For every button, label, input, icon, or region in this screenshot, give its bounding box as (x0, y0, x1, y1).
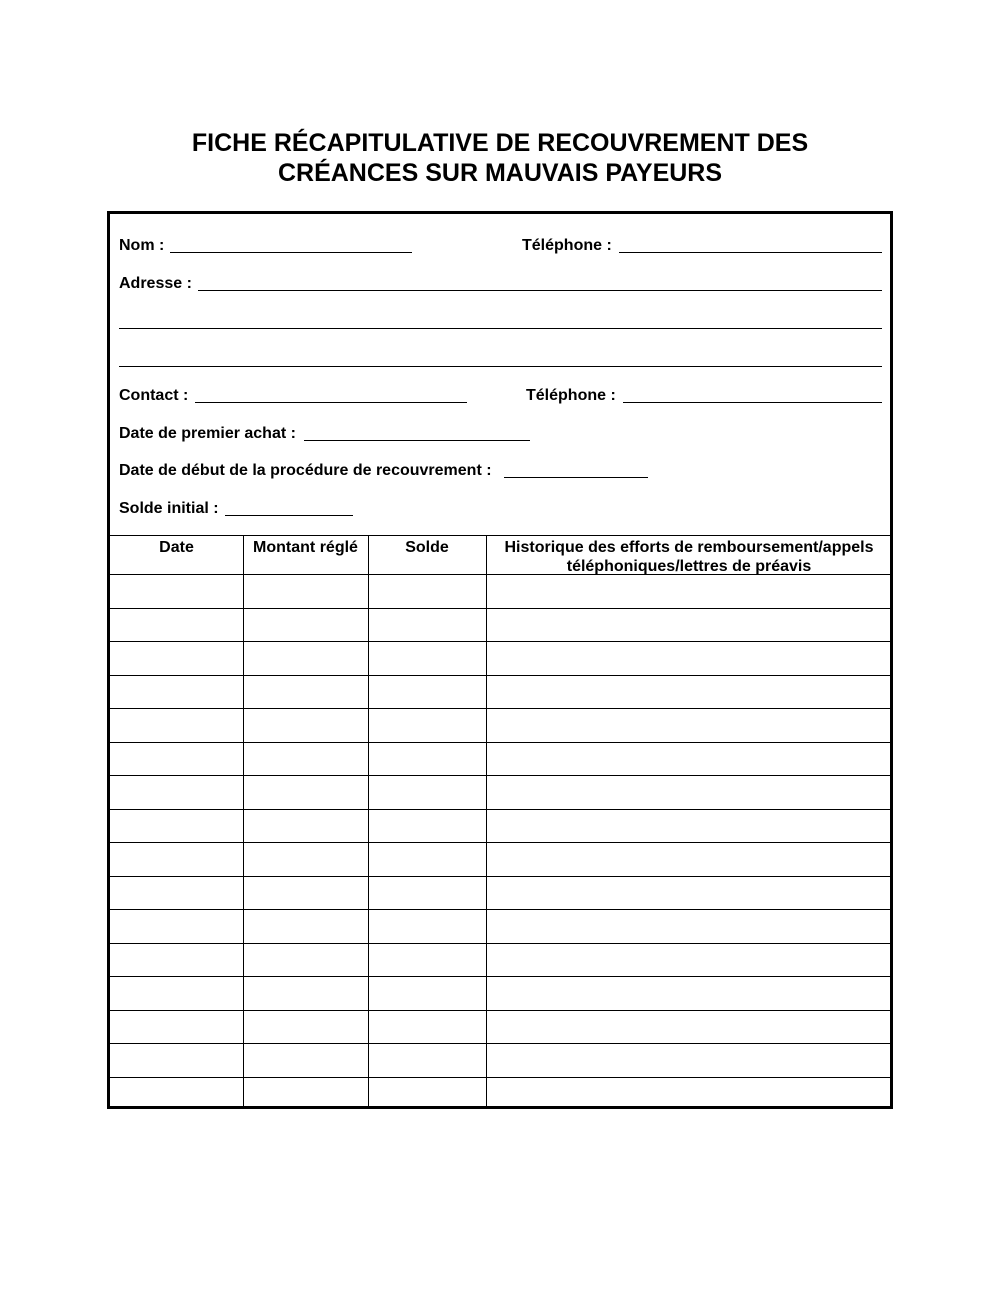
nom-field[interactable] (170, 252, 412, 253)
nom-label: Nom : (119, 237, 165, 254)
header-historique: Historique des efforts de remboursement/appels téléphoniques/lettres de préavis (504, 539, 874, 575)
title-line-1: FICHE RÉCAPITULATIVE DE RECOUVREMENT DES (191, 129, 809, 157)
table-row[interactable] (110, 976, 890, 1010)
adresse-field-line-3[interactable] (119, 366, 882, 367)
solde-initial-label: Solde initial : (119, 500, 219, 517)
table-row[interactable] (110, 775, 890, 809)
premier-achat-label: Date de premier achat : (119, 425, 296, 442)
header-date: Date (159, 539, 194, 556)
header-solde: Solde (405, 539, 449, 556)
table-row[interactable] (110, 675, 890, 709)
header-montant-regle: Montant réglé (253, 539, 358, 556)
table-row[interactable] (110, 1077, 890, 1111)
table-row[interactable] (110, 1010, 890, 1044)
history-table (110, 535, 890, 1107)
table-row[interactable] (110, 742, 890, 776)
solde-initial-field[interactable] (225, 515, 353, 516)
table-row[interactable] (110, 842, 890, 876)
telephone-contact-field[interactable] (623, 402, 882, 403)
table-row[interactable] (110, 608, 890, 642)
debut-procedure-field[interactable] (504, 477, 648, 478)
contact-field[interactable] (195, 402, 467, 403)
table-row[interactable] (110, 1043, 890, 1077)
table-row[interactable] (110, 909, 890, 943)
title-line-2: CRÉANCES SUR MAUVAIS PAYEURS (277, 159, 723, 187)
adresse-label: Adresse : (119, 275, 192, 292)
table-row[interactable] (110, 708, 890, 742)
debut-procedure-label: Date de début de la procédure de recouvrement : (119, 462, 492, 479)
premier-achat-field[interactable] (304, 440, 530, 441)
adresse-field-line-2[interactable] (119, 328, 882, 329)
table-row[interactable] (110, 809, 890, 843)
contact-label: Contact : (119, 387, 189, 404)
form-frame (107, 211, 893, 1109)
table-row[interactable] (110, 876, 890, 910)
adresse-field-line-1[interactable] (198, 290, 882, 291)
table-row[interactable] (110, 641, 890, 675)
telephone-field[interactable] (619, 252, 882, 253)
table-row[interactable] (110, 943, 890, 977)
telephone-contact-label: Téléphone : (526, 387, 616, 404)
telephone-label: Téléphone : (522, 237, 612, 254)
document-title (0, 128, 1000, 188)
table-row[interactable] (110, 574, 890, 608)
